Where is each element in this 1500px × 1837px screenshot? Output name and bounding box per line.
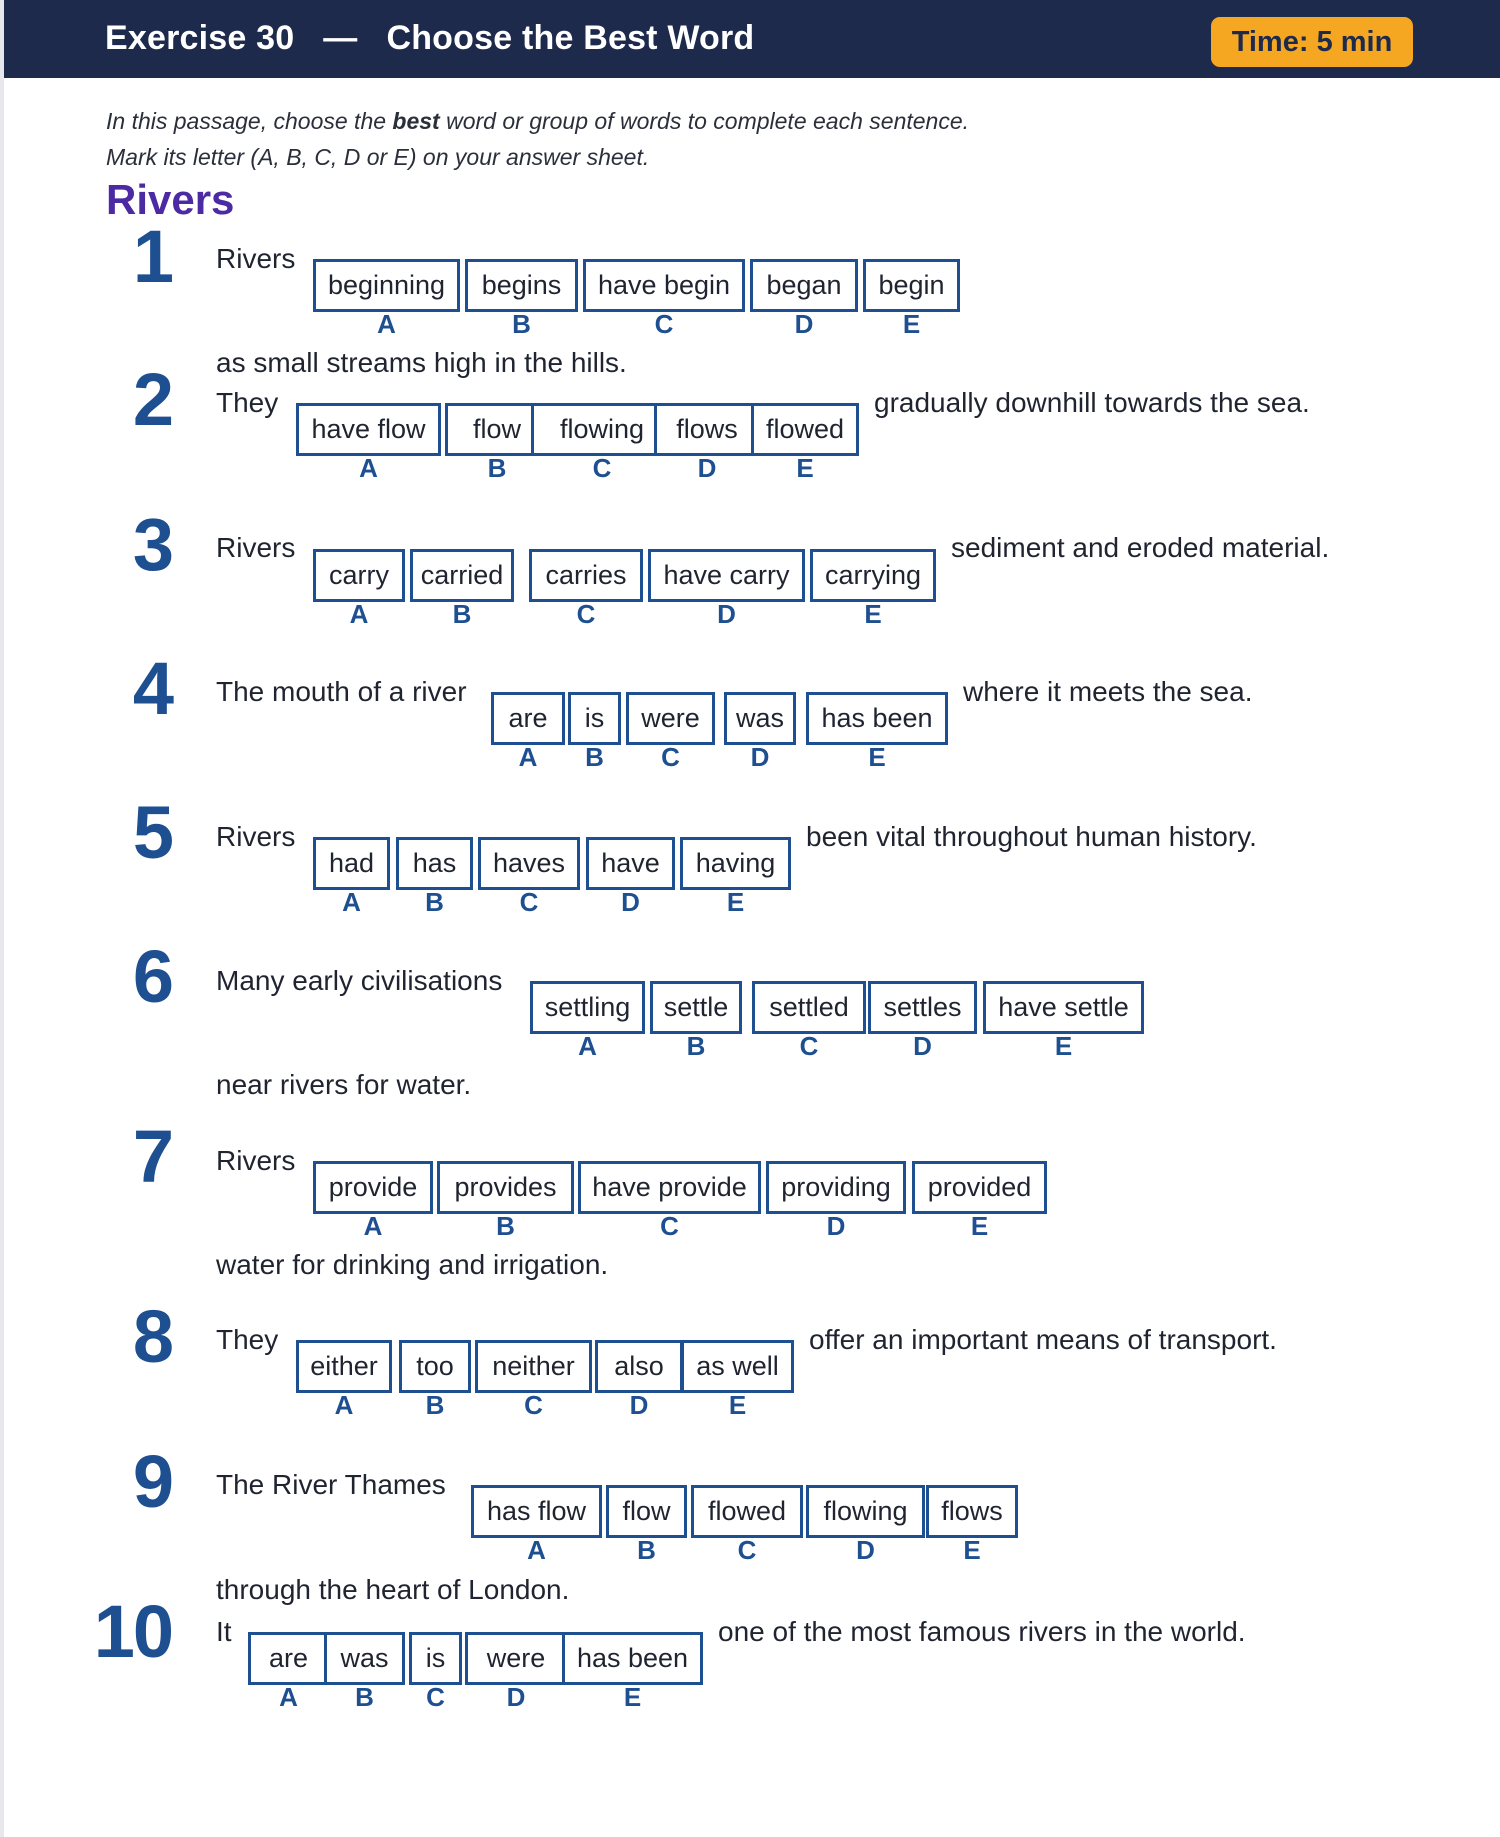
question-7-option-letter: C	[660, 1211, 679, 1241]
question-5-option-e[interactable]: having	[680, 837, 791, 890]
question-1-option-letter: B	[512, 309, 531, 339]
question-7-option-letter: B	[496, 1211, 515, 1241]
question-5-option-letter: C	[519, 887, 539, 917]
question-9-option-letter: E	[963, 1535, 981, 1565]
question-5-option-letter: E	[726, 887, 745, 917]
question-10-option-b[interactable]: was	[324, 1632, 405, 1685]
question-8-text-before: They	[216, 1324, 279, 1355]
question-1-option-c[interactable]: have begin	[583, 259, 745, 312]
question-9-option-letter: B	[637, 1535, 656, 1565]
question-5-option-letter: B	[425, 887, 444, 917]
question-2-option-c[interactable]: flowing	[531, 403, 673, 456]
question-6-option-e[interactable]: have settle	[983, 981, 1144, 1034]
question-3-option-c[interactable]: carries	[529, 549, 643, 602]
question-9-option-c[interactable]: flowed	[691, 1485, 803, 1538]
question-4-text-before: The mouth of a river	[216, 676, 467, 707]
question-8-option-e[interactable]: as well	[681, 1340, 794, 1393]
question-8-option-letter: C	[524, 1390, 543, 1420]
question-10-option-letter: B	[355, 1682, 374, 1712]
question-3-option-b[interactable]: carried	[410, 549, 514, 602]
question-number-8: 8	[132, 1295, 172, 1378]
question-10-option-letter: C	[426, 1682, 445, 1712]
question-number-4: 4	[132, 647, 172, 730]
question-8-option-a[interactable]: either	[296, 1340, 392, 1393]
question-10-text-before: It	[216, 1616, 232, 1647]
exercise-header	[4, 0, 1500, 78]
question-9-text-before: The River Thames	[216, 1469, 446, 1500]
exercise-title: Exercise 30 — Choose the Best Word	[105, 19, 755, 57]
question-10-option-letter: D	[506, 1682, 526, 1712]
question-7-option-d[interactable]: providing	[766, 1161, 906, 1214]
question-5-option-b[interactable]: has	[396, 837, 473, 890]
question-3-option-letter: E	[864, 599, 882, 629]
instructions	[106, 103, 969, 175]
question-number-2: 2	[132, 358, 172, 441]
question-3-option-letter: C	[576, 599, 596, 629]
question-2-text-after: gradually downhill towards the sea.	[874, 387, 1310, 418]
question-2-option-letter: D	[697, 453, 717, 483]
question-4-option-b[interactable]: is	[568, 692, 621, 745]
question-2-option-letter: B	[487, 453, 507, 483]
question-1-text-before: Rivers	[216, 243, 296, 274]
question-9-option-d[interactable]: flowing	[806, 1485, 925, 1538]
question-2-option-e[interactable]: flowed	[751, 403, 859, 456]
question-6-option-d[interactable]: settles	[868, 981, 977, 1034]
question-8-option-c[interactable]: neither	[475, 1340, 592, 1393]
question-4-text-after: where it meets the sea.	[963, 676, 1253, 707]
question-1-option-letter: C	[654, 309, 674, 339]
question-2-option-d[interactable]: flows	[654, 403, 760, 456]
question-5-option-a[interactable]: had	[313, 837, 390, 890]
question-4-option-letter: D	[750, 742, 770, 772]
instructions-text: word or group of words to complete each sentence.	[439, 108, 970, 134]
question-8-option-letter: A	[334, 1390, 354, 1420]
question-3-option-d[interactable]: have carry	[648, 549, 805, 602]
question-7-option-letter: E	[970, 1211, 989, 1241]
question-6-option-letter: A	[578, 1031, 597, 1061]
question-4-option-letter: A	[518, 742, 538, 772]
question-7-text-before: Rivers	[216, 1145, 296, 1176]
question-4-option-e[interactable]: has been	[806, 692, 948, 745]
question-number-9: 9	[132, 1440, 172, 1523]
question-8-option-b[interactable]: too	[399, 1340, 471, 1393]
question-2-option-letter: C	[592, 453, 612, 483]
question-8-option-letter: B	[425, 1390, 445, 1420]
question-2-text-before: They	[216, 387, 279, 418]
question-1-option-e[interactable]: begin	[863, 259, 960, 312]
question-6-text-before: Many early civilisations	[216, 965, 503, 996]
instructions-line-1	[106, 103, 969, 139]
question-6-option-b[interactable]: settle	[650, 981, 742, 1034]
question-10-option-letter: E	[623, 1682, 642, 1712]
question-7-option-c[interactable]: have provide	[578, 1161, 761, 1214]
instructions-text: In this passage, choose the	[106, 108, 393, 134]
question-5-text-after: been vital throughout human history.	[806, 821, 1257, 852]
question-10-option-letter: A	[279, 1682, 298, 1712]
question-3-option-letter: B	[452, 599, 472, 629]
question-10-option-c[interactable]: is	[409, 1632, 462, 1685]
question-4-option-letter: B	[585, 742, 604, 772]
question-9-text-after: through the heart of London.	[216, 1574, 570, 1605]
question-4-option-c[interactable]: were	[626, 692, 715, 745]
question-7-option-b[interactable]: provides	[437, 1161, 574, 1214]
question-9-option-letter: C	[737, 1535, 757, 1565]
question-1-option-a[interactable]: beginning	[313, 259, 460, 312]
question-8-option-letter: E	[728, 1390, 747, 1420]
question-5-text-before: Rivers	[216, 821, 296, 852]
question-2-option-a[interactable]: have flow	[296, 403, 441, 456]
question-3-text-before: Rivers	[216, 532, 296, 563]
question-number-7: 7	[132, 1115, 172, 1198]
question-number-5: 5	[132, 791, 172, 874]
question-1-option-letter: E	[902, 309, 921, 339]
question-4-option-a[interactable]: are	[491, 692, 565, 745]
question-7-option-letter: D	[826, 1211, 846, 1241]
question-number-10: 10	[93, 1590, 172, 1673]
question-6-option-c[interactable]: settled	[752, 981, 866, 1034]
question-9-option-a[interactable]: has flow	[471, 1485, 602, 1538]
question-7-text-after: water for drinking and irrigation.	[216, 1249, 609, 1280]
instructions-emphasis: best	[392, 108, 440, 134]
question-4-option-d[interactable]: was	[724, 692, 796, 745]
question-6-option-letter: C	[799, 1031, 819, 1061]
question-5-option-c[interactable]: haves	[478, 837, 580, 890]
question-9-option-letter: D	[856, 1535, 875, 1565]
question-9-option-e[interactable]: flows	[926, 1485, 1018, 1538]
question-2-option-b[interactable]: flow	[445, 403, 549, 456]
page-edge	[0, 0, 4, 1837]
question-8-text-after: offer an important means of transport.	[809, 1324, 1277, 1355]
question-5-option-letter: A	[342, 887, 361, 917]
question-5-option-letter: D	[621, 887, 640, 917]
question-6-option-letter: D	[913, 1031, 932, 1061]
question-6-text-after: near rivers for water.	[216, 1069, 472, 1100]
question-10-option-d[interactable]: were	[465, 1632, 567, 1685]
question-10-text-after: one of the most famous rivers in the world.	[718, 1616, 1246, 1647]
question-3-text-after: sediment and eroded material.	[951, 532, 1330, 563]
question-4-option-letter: E	[868, 742, 886, 772]
question-9-option-letter: A	[527, 1535, 546, 1565]
question-10-option-e[interactable]: has been	[562, 1632, 703, 1685]
question-2-option-letter: A	[359, 453, 378, 483]
question-8-option-letter: D	[629, 1390, 649, 1420]
question-5-option-d[interactable]: have	[586, 837, 675, 890]
question-7-option-e[interactable]: provided	[912, 1161, 1047, 1214]
question-1-option-letter: A	[377, 309, 396, 339]
question-3-option-a[interactable]: carry	[313, 549, 405, 602]
timer-badge: Time: 5 min	[1211, 17, 1413, 67]
question-8-option-d[interactable]: also	[595, 1340, 683, 1393]
question-7-option-a[interactable]: provide	[313, 1161, 433, 1214]
question-number-6: 6	[132, 935, 172, 1018]
question-1-option-d[interactable]: began	[750, 259, 858, 312]
passage-title: Rivers	[106, 176, 235, 223]
question-3-option-letter: A	[349, 599, 369, 629]
question-6-option-letter: B	[686, 1031, 706, 1061]
question-4-option-letter: C	[661, 742, 680, 772]
question-3-option-letter: D	[717, 599, 736, 629]
question-6-option-letter: E	[1054, 1031, 1073, 1061]
question-1-text-after: as small streams high in the hills.	[216, 347, 627, 378]
question-1-option-letter: D	[794, 309, 814, 339]
question-number-1: 1	[132, 215, 172, 298]
question-6-option-a[interactable]: settling	[530, 981, 645, 1034]
question-7-option-letter: A	[363, 1211, 383, 1241]
instructions-line-2: Mark its letter (A, B, C, D or E) on your answer sheet.	[106, 144, 650, 170]
question-2-option-letter: E	[796, 453, 814, 483]
question-3-option-e[interactable]: carrying	[810, 549, 936, 602]
question-number-3: 3	[132, 503, 172, 586]
question-9-option-b[interactable]: flow	[606, 1485, 687, 1538]
question-10-option-a[interactable]: are	[248, 1632, 329, 1685]
question-1-option-b[interactable]: begins	[465, 259, 578, 312]
